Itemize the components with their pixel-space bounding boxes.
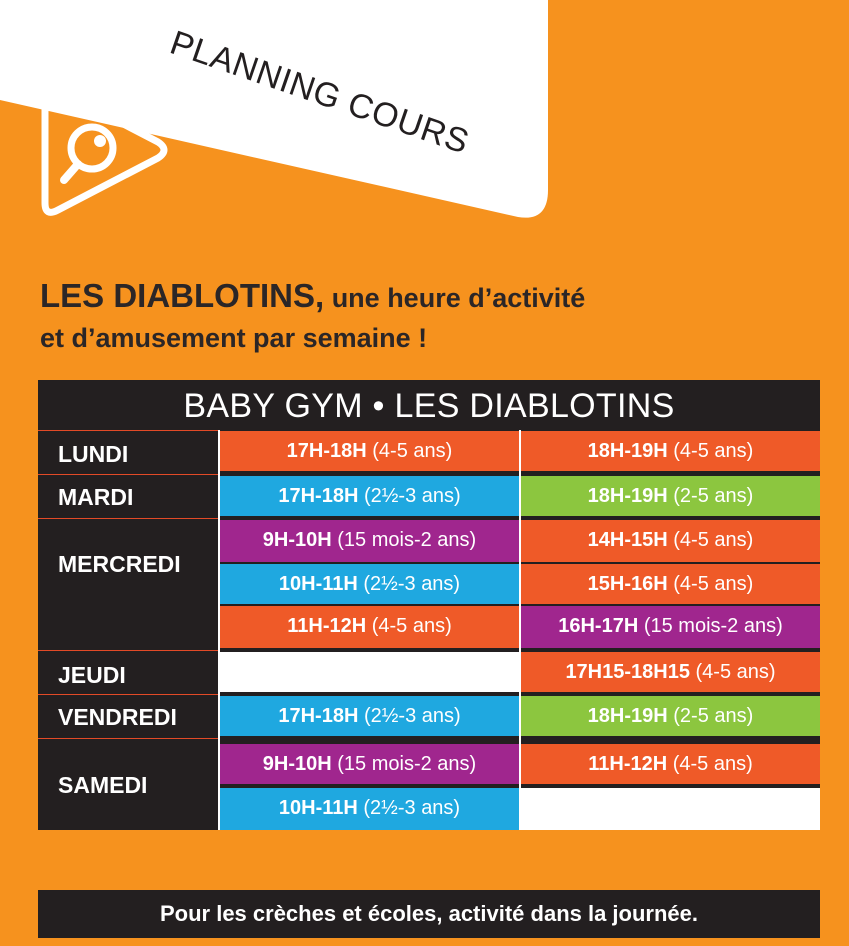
slot-samedi-empty	[521, 788, 820, 830]
headline	[40, 276, 820, 358]
headline-rest: une heure d’activité	[324, 283, 586, 313]
slot-jeudi-1: 17H15-18H15 (4-5 ans)	[521, 652, 820, 692]
headline-line-1	[40, 276, 820, 318]
day-label-vendredi: VENDREDI	[38, 694, 218, 738]
day-label-samedi: SAMEDI	[38, 738, 218, 830]
slot-mardi-2: 18H-19H (2-5 ans)	[521, 476, 820, 516]
day-label-mardi: MARDI	[38, 474, 218, 518]
headline-strong: LES DIABLOTINS,	[40, 277, 325, 314]
slot-mercredi-1: 9H-10H (15 mois-2 ans)	[220, 520, 519, 562]
slot-lundi-1: 17H-18H (4-5 ans)	[220, 431, 519, 471]
planning-banner	[0, 0, 849, 240]
slot-jeudi-empty	[220, 652, 519, 692]
slot-samedi-3: 10H-11H (2½-3 ans)	[220, 788, 519, 830]
slot-lundi-2: 18H-19H (4-5 ans)	[521, 431, 820, 471]
slot-samedi-2: 11H-12H (4-5 ans)	[521, 744, 820, 784]
banner-title: PLANNING COURS	[165, 23, 474, 162]
slot-vendredi-1: 17H-18H (2½-3 ans)	[220, 696, 519, 736]
banner-flap	[0, 0, 548, 218]
slot-vendredi-2: 18H-19H (2-5 ans)	[521, 696, 820, 736]
slot-samedi-1: 9H-10H (15 mois-2 ans)	[220, 744, 519, 784]
headline-line-2: et d’amusement par semaine !	[40, 323, 428, 353]
schedule-table	[38, 380, 820, 830]
day-label-mercredi: MERCREDI	[38, 518, 218, 650]
slot-mercredi-3: 10H-11H (2½-3 ans)	[220, 564, 519, 604]
slot-mardi-1: 17H-18H (2½-3 ans)	[220, 476, 519, 516]
slot-mercredi-4: 15H-16H (4-5 ans)	[521, 564, 820, 604]
day-label-lundi: LUNDI	[38, 430, 218, 474]
slot-mercredi-5: 11H-12H (4-5 ans)	[220, 606, 519, 648]
day-label-jeudi: JEUDI	[38, 650, 218, 694]
footer-note: Pour les crèches et écoles, activité dans la journée.	[38, 890, 820, 938]
slot-mercredi-2: 14H-15H (4-5 ans)	[521, 520, 820, 562]
schedule-title: BABY GYM • LES DIABLOTINS	[183, 387, 675, 425]
slot-mercredi-6: 16H-17H (15 mois-2 ans)	[521, 606, 820, 648]
